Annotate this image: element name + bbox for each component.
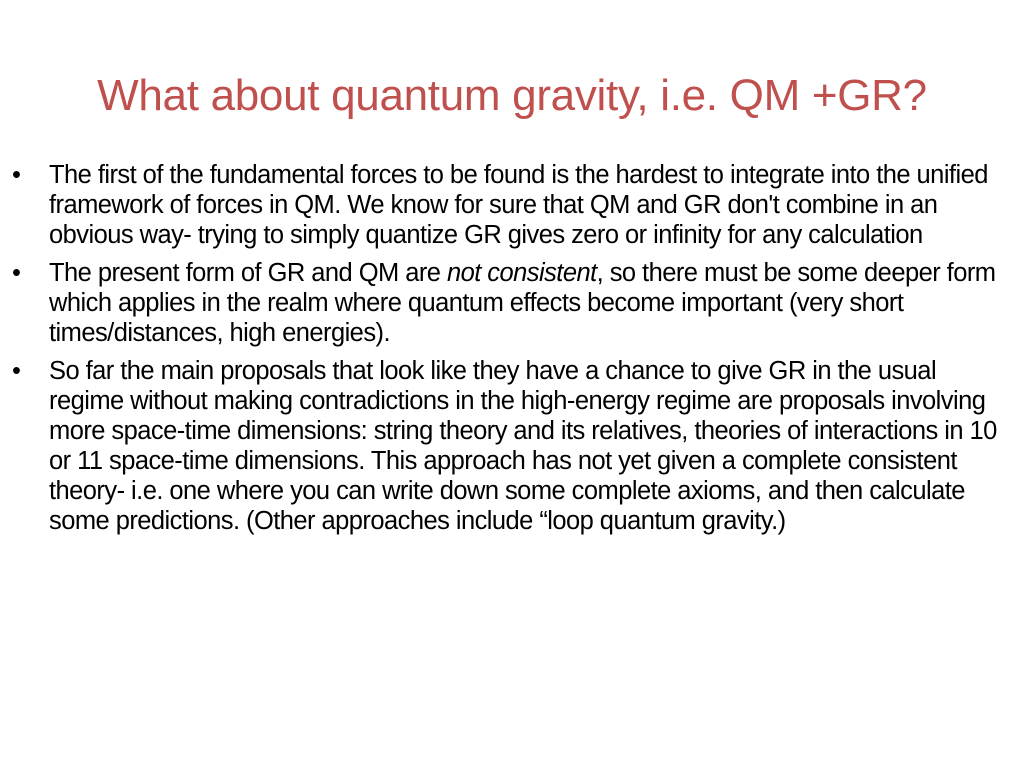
bullet-dot-icon: • — [12, 259, 21, 287]
bullet-text: So far the main proposals that look like they have a chance to give GR in the usual regime without making contradictions in the high-energy regime are proposals involving more space-time dimensions: string theory and its relatives, theories of interactions in 10 or 11 space-time dimensions. This approach has not yet given a complete consistent theory- i.e. one where you can write down some complete axioms, and then calculate some predictions. (Other approaches include “loop quantum gravity.) — [49, 357, 997, 535]
bullet-text-emphasis: not consistent — [446, 259, 597, 287]
bullet-text-before: The present form of GR and QM are — [49, 259, 447, 287]
bullet-list — [12, 160, 1016, 544]
bullet-item — [12, 258, 1016, 348]
slide-title: What about quantum gravity, i.e. QM +GR? — [97, 71, 927, 120]
bullet-text: The first of the fundamental forces to be found is the hardest to integrate into the unified framework of forces in QM. We know for sure that QM and GR don't combine in an obvious way- trying to simply quantize GR gives zero or infinity for any calculation — [49, 161, 988, 249]
bullet-item — [12, 160, 1016, 250]
bullet-dot-icon: • — [12, 161, 21, 189]
bullet-text-after: , so there must be some deeper form which applies in the realm where quantum effects become important (very short times/distances, high energies). — [49, 259, 996, 347]
bullet-dot-icon: • — [12, 357, 21, 385]
bullet-item — [12, 356, 1016, 536]
